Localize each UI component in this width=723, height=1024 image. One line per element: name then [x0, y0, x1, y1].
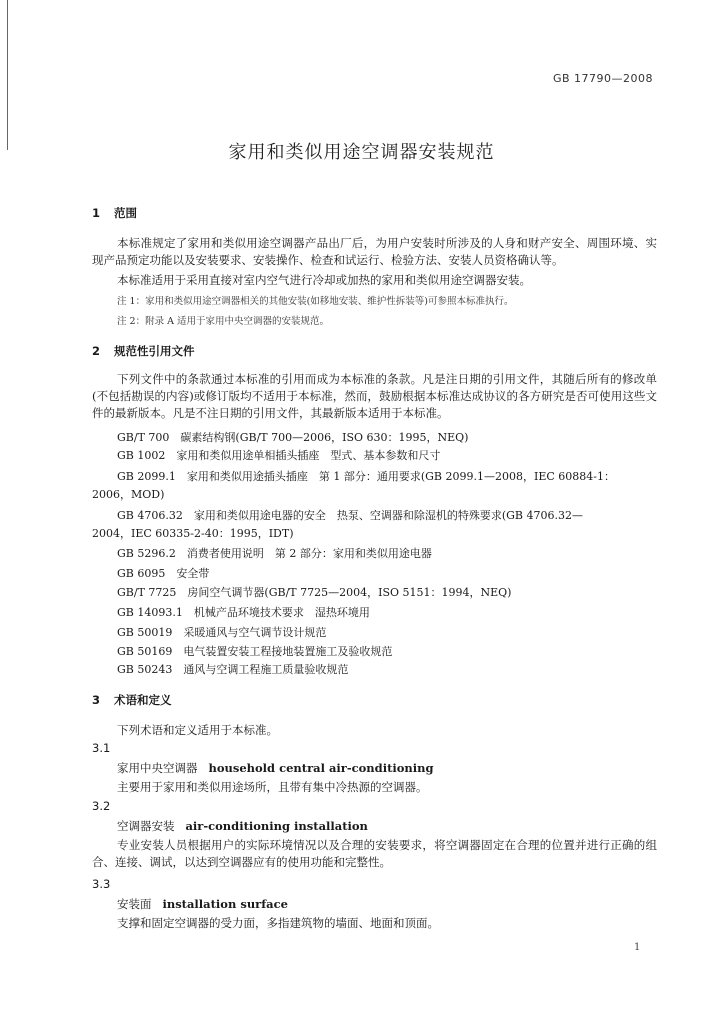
term-english: installation surface [162, 897, 288, 911]
document-title: 家用和类似用途空调器安装规范 [228, 142, 495, 163]
reference-item-continuation: 2006，MOD) [92, 488, 165, 501]
section-number: 1 [92, 206, 101, 220]
term-entry [117, 760, 434, 776]
section-2-heading [92, 343, 195, 359]
section-title: 范围 [114, 206, 137, 220]
term-definition: 专业安装人员根据用户的实际环境情况以及合理的安装要求，将空调器固定在合理的位置并进行正确的组合、连接、调试，以达到空调器应有的使用功能和完整性。 [92, 838, 657, 869]
term-english: household central air-conditioning [208, 761, 434, 775]
section-title: 术语和定义 [114, 693, 172, 707]
terms-intro: 下列术语和定义适用于本标准。 [117, 723, 278, 737]
section-3-heading [92, 692, 172, 708]
term-chinese: 家用中央空调器 [117, 761, 198, 775]
term-chinese: 空调器安装 [117, 819, 175, 833]
refs-intro-paragraph: 下列文件中的条款通过本标准的引用而成为本标准的条款。凡是注日期的引用文件，其随后所有的修改单(不包括勘误的内容)或修订版均不适用于本标准，然而，鼓励根据本标准达成协议的各方研究是否可使用这些文件的最新版本。凡是不注日期的引用文件，其最新版本适用于本标准。 [92, 372, 657, 420]
term-entry [117, 818, 368, 834]
scope-note-2: 注 2：附录 A 适用于家用中央空调器的安装规范。 [117, 316, 329, 327]
term-number: 3.2 [92, 799, 111, 813]
reference-item: GB 1002 家用和类似用途单相插头插座 型式、基本参数和尺寸 [117, 449, 441, 462]
term-entry [117, 896, 288, 912]
term-english: air-conditioning installation [185, 819, 368, 833]
reference-item: GB 4706.32 家用和类似用途电器的安全 热泵、空调器和除湿机的特殊要求(GB 4706.32— [117, 509, 583, 522]
reference-item: GB 50243 通风与空调工程施工质量验收规范 [117, 663, 349, 676]
reference-item: GB 14093.1 机械产品环境技术要求 湿热环境用 [117, 606, 370, 619]
reference-item: GB/T 700 碳素结构钢(GB/T 700—2006，ISO 630：1995，NEQ) [117, 431, 469, 444]
reference-item: GB 50019 采暖通风与空气调节设计规范 [117, 626, 327, 639]
reference-item: GB 5296.2 消费者使用说明 第 2 部分：家用和类似用途电器 [117, 547, 432, 560]
term-definition: 支撑和固定空调器的受力面，多指建筑物的墙面、地面和顶面。 [117, 916, 439, 930]
page-number: 1 [634, 942, 641, 953]
section-number: 2 [92, 344, 101, 358]
reference-item: GB/T 7725 房间空气调节器(GB/T 7725—2004，ISO 5151：1994，NEQ) [117, 586, 512, 599]
reference-item: GB 6095 安全带 [117, 567, 210, 580]
standard-code: GB 17790—2008 [552, 72, 653, 85]
reference-item-continuation: 2004，IEC 60335-2-40：1995，IDT) [92, 527, 294, 540]
term-chinese: 安装面 [117, 897, 152, 911]
scope-paragraph-1: 本标准规定了家用和类似用途空调器产品出厂后，为用户安装时所涉及的人身和财产安全、周围环境、实现产品预定功能以及安装要求、安装操作、检查和试运行、检验方法、安装人员资格确认等。 [92, 236, 657, 267]
term-number: 3.3 [92, 877, 111, 891]
term-definition: 主要用于家用和类似用途场所，且带有集中冷热源的空调器。 [117, 780, 428, 794]
scope-note-1: 注 1：家用和类似用途空调器相关的其他安装(如移地安装、维护性拆装等)可参照本标准执行。 [117, 296, 514, 307]
section-1-heading [92, 205, 137, 221]
section-title: 规范性引用文件 [114, 344, 195, 358]
binding-margin-line [7, 0, 8, 150]
reference-item: GB 50169 电气装置安装工程接地装置施工及验收规范 [117, 645, 393, 658]
term-number: 3.1 [92, 741, 111, 755]
section-number: 3 [92, 693, 101, 707]
scope-paragraph-2: 本标准适用于采用直接对室内空气进行冷却或加热的家用和类似用途空调器安装。 [117, 273, 531, 287]
reference-item: GB 2099.1 家用和类似用途插头插座 第 1 部分：通用要求(GB 2099.1—2008，IEC 60884-1： [117, 470, 615, 483]
